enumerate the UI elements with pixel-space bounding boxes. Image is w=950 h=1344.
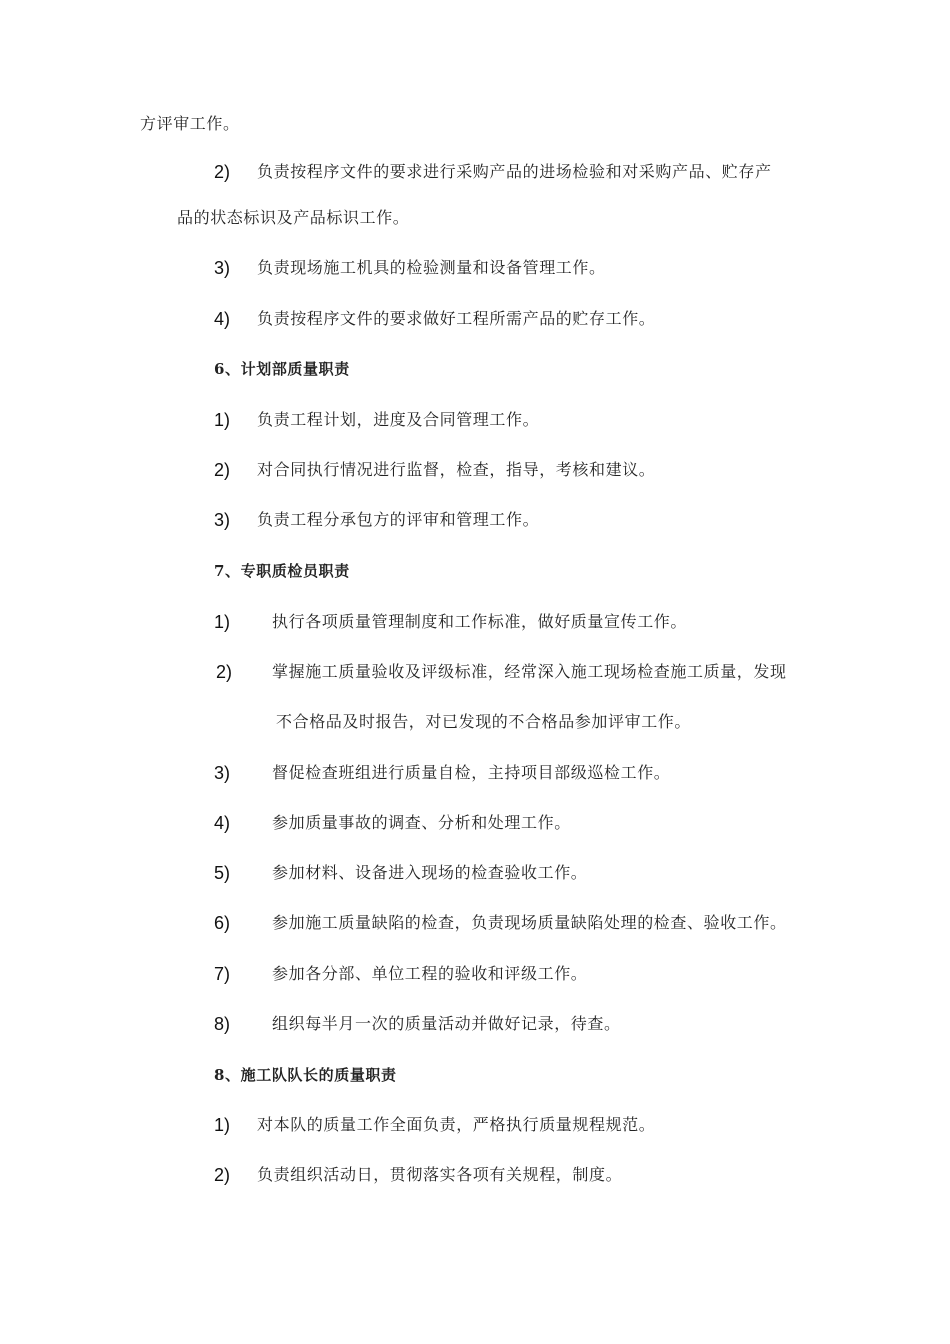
continuation-line: 方评审工作。 bbox=[140, 114, 240, 133]
item-text: 参加施工质量缺陷的检查，负责现场质量缺陷处理的检查、验收工作。 bbox=[272, 913, 787, 932]
item-number: 1) bbox=[214, 1115, 231, 1135]
item-text-continued: 品的状态标识及产品标识工作。 bbox=[177, 208, 410, 227]
item-number: 3) bbox=[214, 258, 231, 278]
item-text: 参加材料、设备进入现场的检查验收工作。 bbox=[272, 863, 588, 882]
item-text: 负责组织活动日，贯彻落实各项有关规程，制度。 bbox=[257, 1165, 623, 1184]
item-text: 组织每半月一次的质量活动并做好记录，待查。 bbox=[272, 1014, 621, 1033]
section-heading: 6、计划部质量职责 bbox=[214, 360, 350, 378]
item-text: 督促检查班组进行质量自检，主持项目部级巡检工作。 bbox=[272, 763, 671, 782]
item-text: 负责工程计划，进度及合同管理工作。 bbox=[257, 410, 540, 429]
item-text: 参加质量事故的调查、分析和处理工作。 bbox=[272, 813, 571, 832]
item-text: 负责工程分承包方的评审和管理工作。 bbox=[257, 510, 540, 529]
item-number: 1) bbox=[214, 410, 231, 430]
item-text: 对本队的质量工作全面负责，严格执行质量规程规范。 bbox=[257, 1115, 656, 1134]
item-number: 2) bbox=[214, 162, 231, 182]
item-number: 7) bbox=[214, 964, 231, 984]
item-text: 负责按程序文件的要求做好工程所需产品的贮存工作。 bbox=[257, 309, 656, 328]
item-text: 负责现场施工机具的检验测量和设备管理工作。 bbox=[257, 258, 606, 277]
item-number: 3) bbox=[214, 763, 231, 783]
item-text: 对合同执行情况进行监督，检查，指导，考核和建议。 bbox=[257, 460, 656, 479]
item-number: 2) bbox=[214, 1165, 231, 1185]
item-text: 掌握施工质量验收及评级标准，经常深入施工现场检查施工质量，发现 bbox=[272, 662, 787, 681]
item-number: 4) bbox=[214, 813, 231, 833]
item-text-continued: 不合格品及时报告，对已发现的不合格品参加评审工作。 bbox=[276, 712, 692, 731]
item-text: 参加各分部、单位工程的验收和评级工作。 bbox=[272, 964, 588, 983]
item-number: 4) bbox=[214, 309, 231, 329]
item-number: 8) bbox=[214, 1014, 231, 1034]
item-number: 3) bbox=[214, 510, 231, 530]
section-heading: 8、施工队队长的质量职责 bbox=[214, 1066, 397, 1084]
item-text: 执行各项质量管理制度和工作标准，做好质量宣传工作。 bbox=[272, 612, 688, 631]
section-heading: 7、专职质检员职责 bbox=[214, 562, 350, 580]
item-number: 2) bbox=[216, 662, 233, 682]
item-number: 2) bbox=[214, 460, 231, 480]
item-number: 5) bbox=[214, 863, 231, 883]
item-number: 1) bbox=[214, 612, 231, 632]
item-text: 负责按程序文件的要求进行采购产品的进场检验和对采购产品、贮存产 bbox=[257, 162, 772, 181]
item-number: 6) bbox=[214, 913, 231, 933]
